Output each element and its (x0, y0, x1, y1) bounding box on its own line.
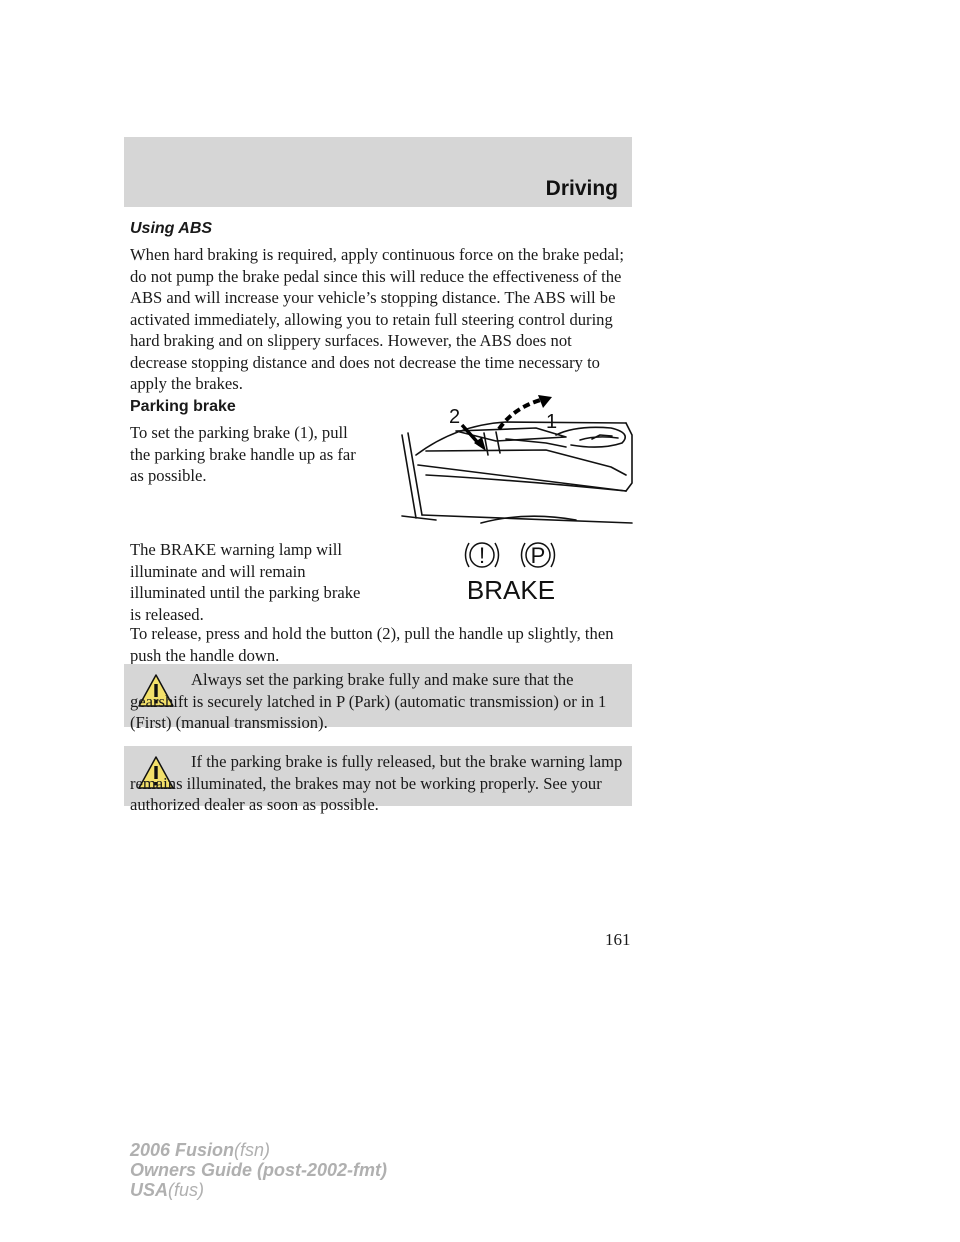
footer-model-code: (fsn) (234, 1140, 271, 1160)
footer-region-code: (fus) (168, 1180, 205, 1200)
parking-brake-illustration (396, 395, 636, 530)
footer-region: USA (130, 1180, 169, 1200)
abs-paragraph: When hard braking is required, apply continuous force on the brake pedal; do not pump the brake pedal since this will reduce the effectiveness of the ABS and will increase your vehicle’s stopping distance. The ABS will be activated immediately, allowing you to retain full steering control during hard braking and on slippery surfaces. However, the ABS does not decrease stopping distance and does not decrease the time necessary to apply the brakes. (130, 245, 624, 393)
warning-box (124, 746, 632, 814)
lamp-exclaim-symbol: ! (478, 543, 486, 568)
callout-1: 1 (546, 411, 558, 433)
footer-guide: Owners Guide (post-2002-fmt) (130, 1160, 388, 1180)
document-footer (130, 1140, 387, 1200)
page-number: 161 (605, 930, 631, 949)
warning-text: If the parking brake is fully released, but the brake warning lamp remains illuminated, the brakes may not be working properly. See your authorized dealer as soon as possible. (130, 752, 623, 814)
warning-text: Always set the parking brake fully and make sure that the gearshift is securely latched in P (Park) (automatic transmission) or in 1 (First) (manual transmission). (130, 670, 607, 732)
footer-model: 2006 Fusion (130, 1140, 235, 1160)
brake-warning-lamp-icon (460, 535, 565, 603)
set-parking-brake-paragraph: To set the parking brake (1), pull the parking brake handle up as far as possible. (130, 423, 356, 485)
section-title: Driving (545, 177, 618, 200)
abs-heading: Using ABS (130, 220, 213, 237)
lamp-p-symbol: P (530, 543, 546, 568)
section-header (124, 137, 632, 207)
parking-brake-heading: Parking brake (130, 398, 236, 415)
release-parking-brake-paragraph: To release, press and hold the button (2), pull the handle up slightly, then push the handle down. (130, 624, 614, 665)
lamp-brake-label: BRAKE (466, 575, 556, 603)
brake-lamp-paragraph: The BRAKE warning lamp will illuminate and will remain illuminated until the parking brake is released. (130, 540, 361, 624)
warning-box (124, 664, 632, 732)
callout-2: 2 (449, 406, 461, 428)
